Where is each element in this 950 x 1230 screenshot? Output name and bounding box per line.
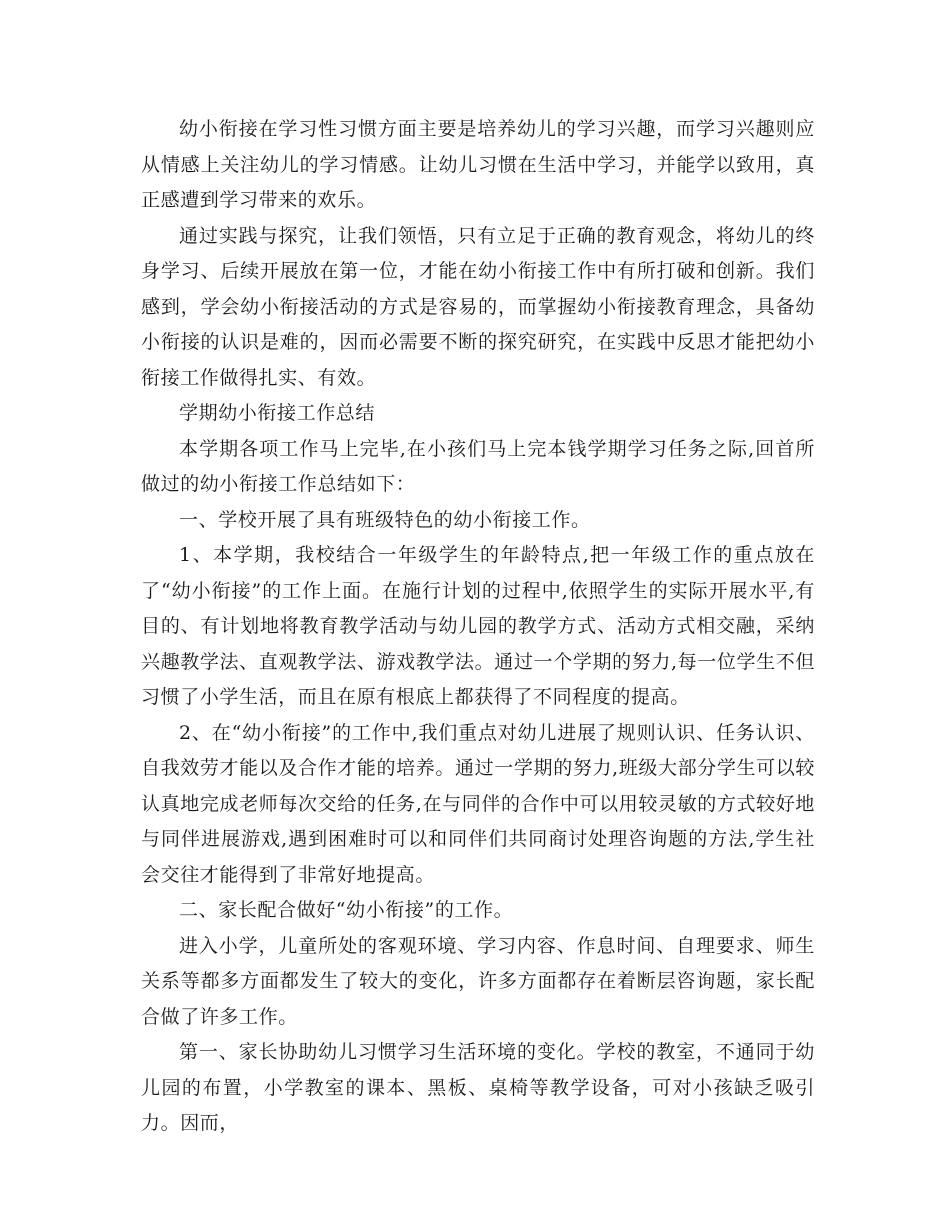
section-heading: 学期幼小衔接工作总结	[179, 402, 376, 424]
paragraph: 幼小衔接在学习性习惯方面主要是培养幼儿的学习兴趣，而学习兴趣则应从情感上关注幼儿的学习情感。让幼儿习惯在生活中学习，并能学以致用，真正感遭到学习带来的欢乐。	[141, 118, 815, 211]
paragraph: 进入小学，儿童所处的客观环境、学习内容、作息时间、自理要求、师生关系等都多方面都发生了较大的变化，许多方面都存在着断层咨询题，家长配合做了许多工作。	[141, 934, 815, 1028]
paragraph: 第一、家长协助幼儿习惯学习生活环境的变化。学校的教室，不通同于幼儿园的布置，小学教室的课本、黑板、桌椅等教学设备，可对小孩缺乏吸引力。因而，	[141, 1041, 815, 1134]
paragraph: 本学期各项工作马上完毕,在小孩们马上完本钱学期学习任务之际,回首所做过的幼小衔接工作总结如下：	[141, 437, 815, 495]
paragraph: 1、本学期，我校结合一年级学生的年龄特点,把一年级工作的重点放在了“幼小衔接”的工作上面。在施行计划的过程中,依照学生的实际开展水平,有目的、有计划地将教育教学活动与幼儿园的教学方式、活动方式相交融，采纳兴趣教学法、直观教学法、游戏教学法。通过一个学期的努力,每一位学生不但习惯了小学生活，而且在原有根底上都获得了不同程度的提高。	[141, 544, 815, 708]
section-heading: 一、学校开展了具有班级特色的幼小衔接工作。	[179, 508, 591, 531]
paragraph: 2、在“幼小衔接”的工作中,我们重点对幼儿进展了规则认识、任务认识、自我效劳才能以及合作才能的培养。通过一学期的努力,班级大部分学生可以较认真地完成老师每次交给的任务,在与同伴的合作中可以用较灵敏的方式较好地与同伴进展游戏,遇到困难时可以和同伴们共同商讨处理咨询题的方法,学生社会交往才能得到了非常好地提高。	[141, 721, 815, 886]
section-heading: 二、家长配合做好“幼小衔接”的工作。	[179, 899, 514, 921]
document-page	[141, 112, 815, 1142]
paragraph: 通过实践与探究，让我们领悟，只有立足于正确的教育观念，将幼儿的终身学习、后续开展放在第一位，才能在幼小衔接工作中有所打破和创新。我们感到，学会幼小衔接活动的方式是容易的，而掌握幼小衔接教育理念，具备幼小衔接的认识是难的，因而必需要不断的探究研究，在实践中反思才能把幼小衔接工作做得扎实、有效。	[141, 224, 815, 389]
